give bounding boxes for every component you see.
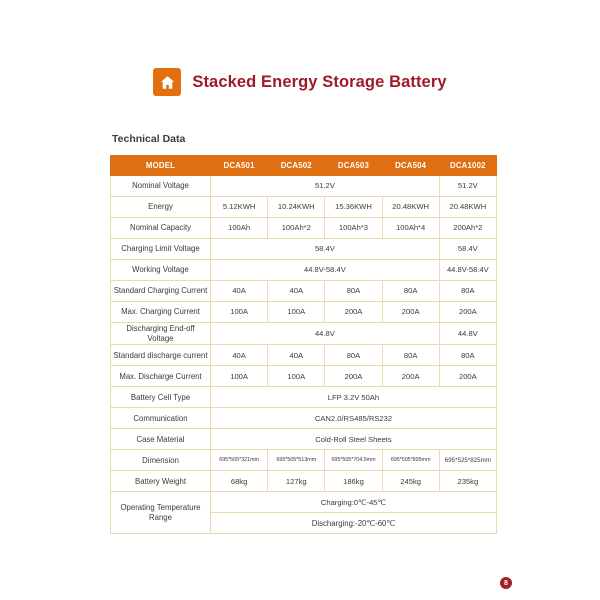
table-cell: 100Ah <box>211 218 268 239</box>
table-cell: 80A <box>325 281 382 302</box>
table-header-row <box>111 156 497 176</box>
table-row <box>111 492 497 513</box>
table-cell: 20.48KWH <box>382 197 439 218</box>
table-cell: 695*505*321mm <box>211 450 268 471</box>
technical-data-table <box>110 155 497 534</box>
table-row <box>111 345 497 366</box>
table-cell: 10.24KWH <box>268 197 325 218</box>
table-row <box>111 323 497 345</box>
row-label: Discharging End-off Voltage <box>111 323 211 345</box>
row-label: Communication <box>111 408 211 429</box>
table-cell: 100A <box>268 302 325 323</box>
table-cell: 200A <box>382 302 439 323</box>
table-cell: 80A <box>439 281 496 302</box>
table-cell: LFP 3.2V 50Ah <box>211 387 497 408</box>
table-cell: 5.12KWH <box>211 197 268 218</box>
column-header-dca503: DCA503 <box>325 156 382 176</box>
table-cell: 200Ah*2 <box>439 218 496 239</box>
row-label: Nominal Voltage <box>111 176 211 197</box>
table-cell: 200A <box>325 366 382 387</box>
table-cell-charging-temperature: Charging:0℃-45℃ <box>211 492 497 513</box>
table-cell: 80A <box>439 345 496 366</box>
row-label: Max. Discharge Current <box>111 366 211 387</box>
table-cell: 80A <box>325 345 382 366</box>
table-body <box>111 176 497 534</box>
table-cell: 235kg <box>439 471 496 492</box>
table-cell: 100Ah*4 <box>382 218 439 239</box>
table-row <box>111 197 497 218</box>
table-header <box>111 156 497 176</box>
table-row <box>111 471 497 492</box>
table-cell: 68kg <box>211 471 268 492</box>
table-row <box>111 450 497 471</box>
section-label: Technical Data <box>112 133 186 145</box>
table-cell: CAN2.0/RS485/RS232 <box>211 408 497 429</box>
table-cell: 695*505*895mm <box>382 450 439 471</box>
table-cell: 100A <box>211 302 268 323</box>
table-cell: 51.2V <box>211 176 440 197</box>
table-cell: 100A <box>268 366 325 387</box>
table-cell: 40A <box>268 345 325 366</box>
table-cell: 44.8V-58.4V <box>211 260 440 281</box>
row-label: Working Voltage <box>111 260 211 281</box>
table-row <box>111 176 497 197</box>
table-row <box>111 366 497 387</box>
table-cell: 51.2V <box>439 176 496 197</box>
table-cell: 200A <box>439 366 496 387</box>
row-label: Nominal Capacity <box>111 218 211 239</box>
row-label: Max. Charging Current <box>111 302 211 323</box>
column-header-dca504: DCA504 <box>382 156 439 176</box>
table-cell: 44.8V <box>211 323 440 345</box>
table-cell: 695*505*704.5mm <box>325 450 382 471</box>
home-icon <box>153 68 181 96</box>
table-cell: 15.36KWH <box>325 197 382 218</box>
column-header-dca501: DCA501 <box>211 156 268 176</box>
row-label: Dimension <box>111 450 211 471</box>
table-cell: 100Ah*2 <box>268 218 325 239</box>
table-cell: 695*525*825mm <box>439 450 496 471</box>
table-row <box>111 281 497 302</box>
table-cell: 186kg <box>325 471 382 492</box>
table-cell: 58.4V <box>439 239 496 260</box>
row-label: Case Material <box>111 429 211 450</box>
row-label: Charging Limit Voltage <box>111 239 211 260</box>
table-cell: 44.8V-58.4V <box>439 260 496 281</box>
table-row <box>111 239 497 260</box>
table-row <box>111 218 497 239</box>
table-cell: 200A <box>439 302 496 323</box>
table-cell: 20.48KWH <box>439 197 496 218</box>
technical-data-table-wrapper <box>110 155 496 534</box>
column-header-dca1002: DCA1002 <box>439 156 496 176</box>
table-row <box>111 302 497 323</box>
row-label: Battery Cell Type <box>111 387 211 408</box>
table-cell: 200A <box>325 302 382 323</box>
table-cell: 80A <box>382 345 439 366</box>
table-row <box>111 387 497 408</box>
table-cell: 40A <box>211 281 268 302</box>
row-label: Battery Weight <box>111 471 211 492</box>
table-cell: 245kg <box>382 471 439 492</box>
document-header <box>0 68 600 96</box>
table-cell: 58.4V <box>211 239 440 260</box>
table-row <box>111 408 497 429</box>
table-cell-discharging-temperature: Discharging:-20℃-60℃ <box>211 513 497 534</box>
table-cell: 40A <box>268 281 325 302</box>
table-cell: 40A <box>211 345 268 366</box>
table-cell: Cold-Roll Steel Sheets <box>211 429 497 450</box>
page-number-badge: 8 <box>500 577 512 589</box>
table-cell: 100A <box>211 366 268 387</box>
column-header-dca502: DCA502 <box>268 156 325 176</box>
row-label: Standard Charging Current <box>111 281 211 302</box>
row-label-operating-temperature-range: Operating Temperature Range <box>111 492 211 534</box>
table-cell: 100Ah*3 <box>325 218 382 239</box>
table-cell: 695*505*513mm <box>268 450 325 471</box>
row-label: Energy <box>111 197 211 218</box>
column-header-model: MODEL <box>111 156 211 176</box>
row-label: Standard discharge current <box>111 345 211 366</box>
table-cell: 127kg <box>268 471 325 492</box>
table-cell: 200A <box>382 366 439 387</box>
table-cell: 44.8V <box>439 323 496 345</box>
table-cell: 80A <box>382 281 439 302</box>
table-row <box>111 429 497 450</box>
table-row <box>111 260 497 281</box>
page-title: Stacked Energy Storage Battery <box>192 72 447 91</box>
